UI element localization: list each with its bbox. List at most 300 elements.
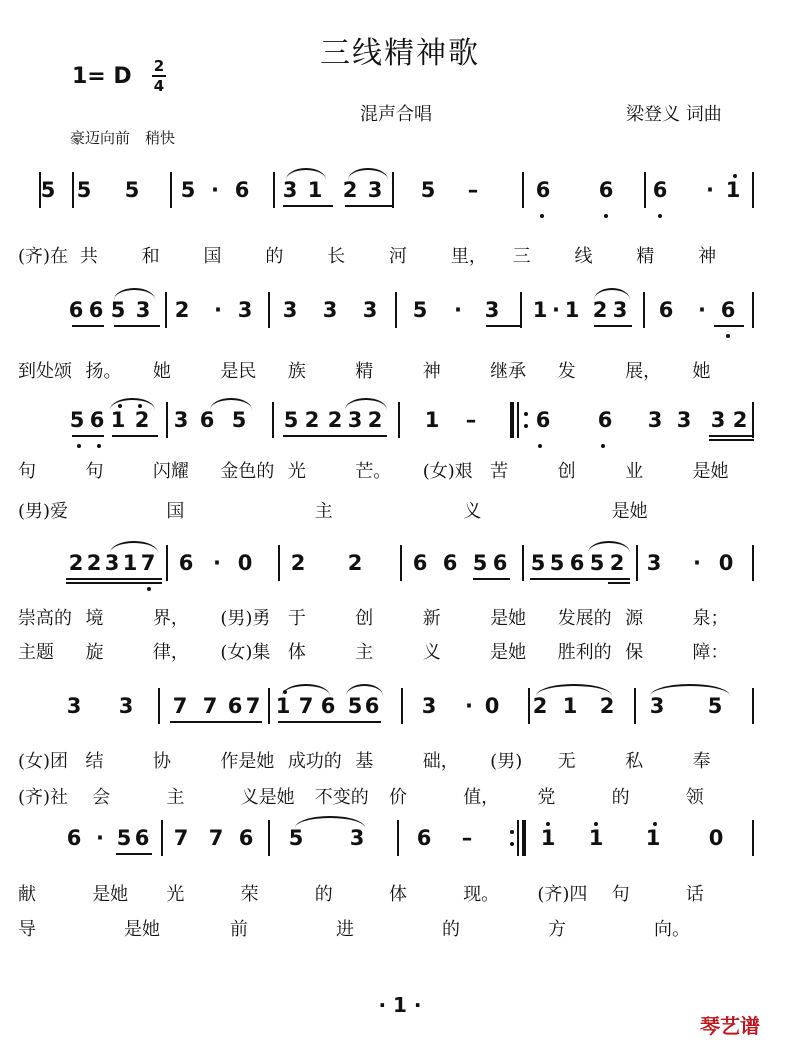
bar-line bbox=[643, 292, 645, 328]
note: 6 bbox=[227, 694, 243, 718]
lyric-syllable: 成功的 bbox=[287, 751, 342, 772]
lyric-syllable: 崇高的 bbox=[18, 608, 72, 629]
lyric-syllable: 是她 bbox=[124, 919, 160, 940]
beam-underline bbox=[225, 721, 262, 723]
octave-dot-high bbox=[653, 822, 657, 826]
beam-underline bbox=[594, 325, 632, 327]
lyric-syllable: 是民 bbox=[220, 361, 257, 382]
bar-line bbox=[72, 172, 74, 208]
lyric-syllable: 向。 bbox=[654, 919, 690, 940]
lyric-syllable: 她 bbox=[152, 361, 171, 382]
lyric-syllable: (女)集 bbox=[220, 642, 271, 663]
beam-underline bbox=[112, 435, 158, 437]
note: 2 bbox=[327, 408, 343, 432]
bar-line bbox=[165, 292, 167, 328]
note: 1 bbox=[307, 178, 323, 202]
lyric-syllable: 作是她 bbox=[220, 751, 275, 772]
note: 2 bbox=[592, 298, 608, 322]
slur bbox=[114, 288, 155, 300]
note: 6 bbox=[720, 298, 736, 322]
lyric-syllable: 扬。 bbox=[85, 361, 122, 382]
lyric-syllable: 体 bbox=[287, 642, 306, 663]
lyric-syllable: 结 bbox=[85, 751, 104, 772]
note: · bbox=[465, 694, 473, 718]
bar-line bbox=[397, 820, 399, 856]
beam-underline bbox=[608, 582, 630, 584]
note: – bbox=[465, 408, 477, 432]
octave-dot-low bbox=[601, 444, 605, 448]
music-row bbox=[0, 390, 800, 450]
music-row bbox=[0, 533, 800, 593]
note: 6 bbox=[134, 826, 150, 850]
note: 3 bbox=[347, 408, 363, 432]
lyric-syllable: 金色的 bbox=[220, 461, 275, 482]
octave-dot-high bbox=[138, 404, 142, 408]
note: 3 bbox=[710, 408, 726, 432]
lyric-syllable: 协 bbox=[152, 751, 171, 772]
lyric-syllable: 方 bbox=[548, 919, 566, 940]
beam-underline bbox=[486, 325, 521, 327]
note: 3 bbox=[349, 826, 365, 850]
lyric-syllable: 义 bbox=[463, 501, 482, 522]
lyric-syllable: (女)团 bbox=[18, 751, 69, 772]
lyric-syllable: 是她 bbox=[490, 642, 527, 663]
note: 6 bbox=[199, 408, 215, 432]
note: 7 bbox=[140, 551, 156, 575]
slur bbox=[650, 684, 730, 696]
lyric-syllable: (女)艰 bbox=[422, 461, 473, 482]
beam-underline bbox=[66, 582, 162, 584]
note: 3 bbox=[646, 551, 662, 575]
lyric-syllable: 国 bbox=[203, 246, 222, 267]
note: 3 bbox=[484, 298, 500, 322]
beam-underline bbox=[530, 578, 630, 580]
note: 7 bbox=[298, 694, 314, 718]
octave-dot-low bbox=[147, 587, 151, 591]
octave-dot-low bbox=[77, 444, 81, 448]
beam-underline bbox=[709, 435, 754, 437]
bar-line bbox=[636, 545, 638, 581]
lyric-syllable: 胜利的 bbox=[557, 642, 612, 663]
lyric-syllable: 闪耀 bbox=[152, 461, 189, 482]
note: 6 bbox=[68, 298, 84, 322]
note: · bbox=[693, 551, 701, 575]
note: 6 bbox=[492, 551, 508, 575]
beam-underline bbox=[283, 205, 333, 207]
lyric-syllable: 国 bbox=[166, 501, 185, 522]
slur bbox=[346, 684, 383, 696]
lyric-syllable: 光 bbox=[166, 884, 185, 905]
note: · bbox=[454, 298, 462, 322]
lyric-syllable: 新 bbox=[422, 608, 441, 629]
note: 6 bbox=[89, 408, 105, 432]
lyric-syllable: 会 bbox=[92, 787, 111, 808]
lyric-syllable: (齐)在 bbox=[18, 246, 69, 267]
note: 3 bbox=[173, 408, 189, 432]
lyric-syllable: 是她 bbox=[692, 461, 729, 482]
note: 1 bbox=[122, 551, 138, 575]
note: 6 bbox=[658, 298, 674, 322]
site-logo: 琴艺谱 bbox=[700, 1014, 760, 1038]
bar-line bbox=[752, 402, 754, 438]
note: · bbox=[698, 298, 706, 322]
note: 3 bbox=[118, 694, 134, 718]
note: 2 bbox=[290, 551, 306, 575]
note: 6 bbox=[569, 551, 585, 575]
beam-underline bbox=[278, 721, 317, 723]
note: 5 bbox=[69, 408, 85, 432]
octave-dot-high bbox=[118, 404, 122, 408]
lyric-syllable: 主 bbox=[314, 501, 333, 522]
lyric-syllable: 光 bbox=[287, 461, 306, 482]
note: 3 bbox=[362, 298, 378, 322]
bar-line bbox=[278, 545, 280, 581]
note: 3 bbox=[612, 298, 628, 322]
beam-underline bbox=[72, 325, 104, 327]
note: 2 bbox=[342, 178, 358, 202]
bar-line bbox=[268, 292, 270, 328]
lyric-syllable: 不变的 bbox=[314, 787, 369, 808]
lyric-syllable: 业 bbox=[625, 461, 644, 482]
note: 1 bbox=[275, 694, 291, 718]
time-signature-bottom: 4 bbox=[153, 77, 165, 95]
note: 6 bbox=[66, 826, 82, 850]
note: 6 bbox=[234, 178, 250, 202]
lyric-syllable: 句 bbox=[85, 461, 104, 482]
music-row bbox=[0, 808, 800, 868]
lyric-syllable: 神 bbox=[698, 246, 717, 267]
note: 5 bbox=[124, 178, 140, 202]
lyric-syllable: 话 bbox=[685, 884, 704, 905]
slur bbox=[588, 541, 630, 553]
lyric-syllable: 导 bbox=[18, 919, 36, 940]
lyric-syllable: 的 bbox=[265, 246, 284, 267]
note: · bbox=[552, 298, 560, 322]
note: 3 bbox=[282, 298, 298, 322]
page-number: · 1 · bbox=[378, 993, 422, 1017]
note: 6 bbox=[178, 551, 194, 575]
octave-dot-low bbox=[726, 334, 730, 338]
lyric-syllable: 精 bbox=[355, 361, 374, 382]
note: 5 bbox=[549, 551, 565, 575]
author-credit: 梁登义 词曲 bbox=[626, 104, 722, 125]
lyric-syllable: 价 bbox=[389, 787, 407, 808]
lyric-syllable: 是她 bbox=[611, 501, 648, 522]
tempo-marking: 豪迈向前 稍快 bbox=[70, 129, 176, 147]
note: 5 bbox=[589, 551, 605, 575]
note: 2 bbox=[304, 408, 320, 432]
bar-line bbox=[752, 688, 754, 724]
lyric-syllable: 她 bbox=[692, 361, 711, 382]
lyric-syllable: 障： bbox=[692, 642, 729, 663]
note: 2 bbox=[68, 551, 84, 575]
note: 6 bbox=[416, 826, 432, 850]
lyric-syllable: (男)勇 bbox=[220, 608, 271, 629]
note: 2 bbox=[599, 694, 615, 718]
note: · bbox=[96, 826, 104, 850]
bar-line bbox=[401, 688, 403, 724]
lyric-syllable: 主 bbox=[355, 642, 374, 663]
note: 1 bbox=[110, 408, 126, 432]
lyric-syllable: 领 bbox=[685, 787, 704, 808]
lyric-syllable: 三 bbox=[512, 246, 531, 267]
lyric-syllable: 界， bbox=[152, 608, 189, 629]
note: 1 bbox=[562, 694, 578, 718]
note: 6 bbox=[320, 694, 336, 718]
lyric-syllable: 源 bbox=[625, 608, 644, 629]
note: 1 bbox=[645, 826, 661, 850]
bar-line bbox=[398, 402, 400, 438]
lyric-syllable: 神 bbox=[422, 361, 441, 382]
slur bbox=[536, 684, 612, 696]
lyric-syllable: 础， bbox=[422, 751, 459, 772]
bar-line bbox=[752, 820, 754, 856]
lyric-syllable: 共 bbox=[79, 246, 98, 267]
note: 5 bbox=[347, 694, 363, 718]
lyric-syllable: 旋 bbox=[85, 642, 104, 663]
note: 2 bbox=[174, 298, 190, 322]
note: 3 bbox=[676, 408, 692, 432]
note: 1 bbox=[725, 178, 741, 202]
lyric-syllable: 无 bbox=[557, 751, 576, 772]
note: 7 bbox=[202, 694, 218, 718]
song-title: 三线精神歌 bbox=[320, 36, 480, 71]
lyric-syllable: 前 bbox=[230, 919, 248, 940]
note: 7 bbox=[172, 694, 188, 718]
note: 5 bbox=[288, 826, 304, 850]
slur bbox=[286, 168, 326, 180]
note: 6 bbox=[442, 551, 458, 575]
note: 5 bbox=[412, 298, 428, 322]
lyric-syllable: 芒。 bbox=[355, 461, 392, 482]
lyric-syllable: 值， bbox=[463, 787, 500, 808]
note: 6 bbox=[535, 178, 551, 202]
lyric-syllable: 的 bbox=[611, 787, 630, 808]
bar-line bbox=[522, 172, 524, 208]
beam-underline bbox=[345, 435, 387, 437]
beam-underline bbox=[709, 439, 754, 441]
lyric-syllable: 义是她 bbox=[240, 787, 295, 808]
bar-line bbox=[166, 402, 168, 438]
lyric-syllable: 进 bbox=[336, 919, 354, 940]
beam-underline bbox=[114, 325, 160, 327]
note: 5 bbox=[76, 178, 92, 202]
key-signature: 1= D bbox=[72, 64, 132, 89]
note: 3 bbox=[322, 298, 338, 322]
note: 0 bbox=[708, 826, 724, 850]
note: 2 bbox=[532, 694, 548, 718]
bar-line bbox=[522, 545, 524, 581]
octave-dot-high bbox=[594, 822, 598, 826]
beam-underline bbox=[473, 578, 510, 580]
note: 1 bbox=[588, 826, 604, 850]
note: 2 bbox=[134, 408, 150, 432]
lyric-syllable: 展， bbox=[625, 361, 662, 382]
note: 3 bbox=[367, 178, 383, 202]
note: · bbox=[706, 178, 714, 202]
lyric-syllable: 私 bbox=[625, 751, 644, 772]
bar-line bbox=[272, 402, 274, 438]
music-row bbox=[0, 676, 800, 736]
note: 3 bbox=[647, 408, 663, 432]
lyric-syllable: (男) bbox=[490, 751, 523, 772]
note: 5 bbox=[116, 826, 132, 850]
bar-line bbox=[39, 172, 41, 208]
note: – bbox=[461, 826, 473, 850]
note: 6 bbox=[88, 298, 104, 322]
bar-line bbox=[528, 688, 530, 724]
note: 2 bbox=[86, 551, 102, 575]
octave-dot-high bbox=[546, 822, 550, 826]
beam-underline bbox=[346, 721, 381, 723]
beam-underline bbox=[116, 853, 152, 855]
lyric-syllable: 是她 bbox=[92, 884, 129, 905]
beam-underline bbox=[72, 435, 104, 437]
octave-dot-high bbox=[283, 690, 287, 694]
note: 3 bbox=[421, 694, 437, 718]
note: 5 bbox=[40, 178, 56, 202]
lyric-syllable: 精 bbox=[636, 246, 655, 267]
note: 5 bbox=[420, 178, 436, 202]
note: 2 bbox=[732, 408, 748, 432]
lyric-syllable: 主 bbox=[166, 787, 185, 808]
lyric-syllable: 主题 bbox=[18, 642, 54, 663]
lyric-syllable: 泉； bbox=[692, 608, 729, 629]
music-row bbox=[0, 280, 800, 340]
slur bbox=[348, 168, 388, 180]
bar-line bbox=[161, 820, 163, 856]
note: 6 bbox=[535, 408, 551, 432]
beam-underline bbox=[714, 325, 744, 327]
lyric-syllable: 创 bbox=[355, 608, 374, 629]
note: 6 bbox=[412, 551, 428, 575]
note: 1 bbox=[540, 826, 556, 850]
slur bbox=[345, 398, 387, 410]
lyric-syllable: (齐)四 bbox=[537, 884, 588, 905]
bar-line bbox=[644, 172, 646, 208]
lyric-syllable: 荣 bbox=[240, 884, 259, 905]
note: 6 bbox=[597, 408, 613, 432]
note: 7 bbox=[245, 694, 261, 718]
lyric-syllable: 保 bbox=[625, 642, 644, 663]
lyric-syllable: 到处颂 bbox=[18, 361, 72, 382]
lyric-syllable: 律， bbox=[152, 642, 189, 663]
lyric-syllable: 义 bbox=[422, 642, 441, 663]
bar-line bbox=[400, 545, 402, 581]
bar-line bbox=[520, 292, 522, 328]
slur bbox=[295, 816, 365, 828]
octave-dot-high bbox=[733, 174, 737, 178]
lyric-syllable: 于 bbox=[287, 608, 306, 629]
note: 6 bbox=[652, 178, 668, 202]
bar-line bbox=[752, 172, 754, 208]
bar-line bbox=[392, 172, 394, 208]
lyric-syllable: 苦 bbox=[490, 461, 509, 482]
octave-dot-low bbox=[538, 444, 542, 448]
octave-dot-low bbox=[658, 214, 662, 218]
note: 3 bbox=[237, 298, 253, 322]
time-signature-top: 2 bbox=[153, 57, 165, 75]
note: 5 bbox=[180, 178, 196, 202]
lyric-syllable: (齐)社 bbox=[18, 787, 69, 808]
note: 6 bbox=[598, 178, 614, 202]
slur bbox=[282, 684, 330, 696]
slur bbox=[594, 288, 630, 300]
lyric-syllable: 境 bbox=[85, 608, 104, 629]
note: 1 bbox=[424, 408, 440, 432]
lyric-syllable: 句 bbox=[611, 884, 630, 905]
bar-line bbox=[273, 172, 275, 208]
lyric-syllable: 现。 bbox=[463, 884, 500, 905]
note: 2 bbox=[609, 551, 625, 575]
slur bbox=[110, 541, 158, 553]
note: · bbox=[211, 178, 219, 202]
beam-underline bbox=[66, 578, 162, 580]
lyric-syllable: 体 bbox=[389, 884, 407, 905]
bar-line bbox=[634, 688, 636, 724]
note: 5 bbox=[231, 408, 247, 432]
note: 2 bbox=[367, 408, 383, 432]
note: 0 bbox=[718, 551, 734, 575]
octave-dot-low bbox=[97, 444, 101, 448]
bar-line bbox=[395, 292, 397, 328]
note: 3 bbox=[282, 178, 298, 202]
note: 5 bbox=[472, 551, 488, 575]
lyric-syllable: 献 bbox=[18, 884, 36, 905]
lyric-syllable: 发 bbox=[557, 361, 576, 382]
lyric-syllable: 线 bbox=[574, 246, 593, 267]
lyric-syllable: 和 bbox=[141, 246, 160, 267]
lyric-syllable: 奉 bbox=[692, 751, 711, 772]
lyric-syllable: 的 bbox=[442, 919, 460, 940]
note: 5 bbox=[110, 298, 126, 322]
lyric-syllable: 党 bbox=[537, 787, 556, 808]
octave-dot-low bbox=[604, 214, 608, 218]
bar-line bbox=[268, 820, 270, 856]
note: 3 bbox=[66, 694, 82, 718]
note: 7 bbox=[173, 826, 189, 850]
time-signature bbox=[152, 58, 166, 94]
bar-line bbox=[158, 688, 160, 724]
lyric-syllable: 继承 bbox=[490, 361, 527, 382]
note: 6 bbox=[238, 826, 254, 850]
lyric-syllable: 发展的 bbox=[557, 608, 612, 629]
lyric-syllable: 族 bbox=[287, 361, 306, 382]
note: 0 bbox=[484, 694, 500, 718]
note: 5 bbox=[707, 694, 723, 718]
note: 3 bbox=[135, 298, 151, 322]
note: 7 bbox=[208, 826, 224, 850]
note: 1 bbox=[564, 298, 580, 322]
note: 1 bbox=[532, 298, 548, 322]
note: 5 bbox=[530, 551, 546, 575]
lyric-syllable: 里， bbox=[450, 246, 487, 267]
lyric-syllable: 的 bbox=[314, 884, 333, 905]
slur bbox=[110, 398, 155, 410]
note: – bbox=[467, 178, 479, 202]
note: 2 bbox=[347, 551, 363, 575]
note: · bbox=[214, 298, 222, 322]
subtitle: 混声合唱 bbox=[360, 104, 432, 125]
note: 6 bbox=[364, 694, 380, 718]
lyric-syllable: 是她 bbox=[490, 608, 527, 629]
lyric-syllable: 创 bbox=[557, 461, 576, 482]
note: 0 bbox=[237, 551, 253, 575]
bar-line bbox=[170, 172, 172, 208]
lyric-syllable: 长 bbox=[327, 246, 346, 267]
bar-line bbox=[752, 292, 754, 328]
note: 3 bbox=[104, 551, 120, 575]
